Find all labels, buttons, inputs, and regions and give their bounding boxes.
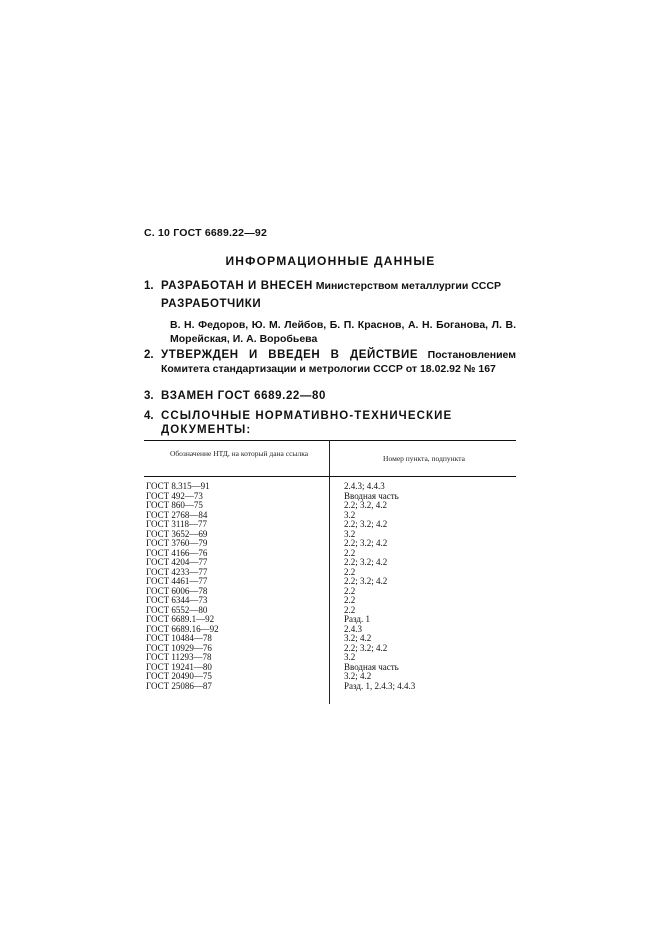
row-clause: 2.2	[344, 595, 356, 605]
developers-list: В. Н. Федоров, Ю. М. Лейбов, Б. П. Краснов, А. Н. Боганова, Л. В. Морейская, И. А. Воробьева	[170, 319, 516, 345]
row-doc: ГОСТ 11293—78	[146, 652, 212, 662]
row-clause: 2.2	[344, 585, 356, 596]
row-doc: ГОСТ 19241—80	[146, 661, 212, 672]
table-row	[146, 682, 516, 692]
table-header-rule	[144, 476, 516, 477]
row-doc: ГОСТ 4461—77	[146, 576, 208, 586]
row-doc: ГОСТ 4204—77	[146, 557, 208, 567]
row-clause: Разд. 1, 2.4.3; 4.4.3	[344, 680, 416, 691]
row-clause: 2.2; 3.2; 4.2	[344, 642, 388, 653]
section-4	[144, 409, 516, 437]
row-doc: ГОСТ 20490—75	[146, 671, 212, 681]
section-2	[144, 348, 516, 376]
row-doc: ГОСТ 3652—69	[146, 528, 208, 539]
row-doc: ГОСТ 25086—87	[146, 680, 212, 691]
table-header-designation: Обозначение НТД, на который дана ссылка	[169, 449, 309, 458]
row-clause: 2.2	[344, 566, 356, 577]
section-3-number: 3.	[144, 390, 154, 402]
table-header-clause: Номер пункта, подпункта	[383, 454, 465, 463]
row-clause: 2.2; 3.2; 4.2	[344, 538, 388, 548]
table-body	[146, 482, 516, 691]
row-clause: 2.2; 3.2, 4.2	[344, 500, 388, 510]
row-clause: 2.2; 3.2; 4.2	[344, 557, 388, 567]
page-header: С. 10 ГОСТ 6689.22—92	[144, 227, 267, 239]
row-doc: ГОСТ 2768—84	[146, 509, 208, 520]
table-top-rule	[144, 440, 516, 441]
row-doc: ГОСТ 3118—77	[146, 519, 208, 529]
row-doc: ГОСТ 10929—76	[146, 642, 212, 653]
row-clause: Разд. 1	[344, 614, 370, 624]
section-4-text: ССЫЛОЧНЫЕ НОРМАТИВНО-ТЕХНИЧЕСКИЕ ДОКУМЕНТЫ:	[161, 410, 453, 436]
row-doc: ГОСТ 6689.1—92	[146, 614, 215, 624]
row-clause: 3.2; 4.2	[344, 633, 372, 643]
section-2-number: 2.	[144, 349, 154, 361]
row-clause: 2.2	[344, 547, 356, 558]
row-clause: Вводная часть	[344, 661, 399, 672]
row-doc: ГОСТ 4166—76	[146, 547, 208, 558]
document-title: ИНФОРМАЦИОННЫЕ ДАННЫЕ	[225, 254, 436, 268]
section-1-text: Министерством металлургии СССР	[315, 280, 501, 292]
row-doc: ГОСТ 4233—77	[146, 566, 208, 577]
row-doc: ГОСТ 3760—79	[146, 538, 208, 548]
section-3	[144, 389, 516, 403]
row-doc: ГОСТ 6552—80	[146, 604, 208, 615]
section-3-text: ВЗАМЕН ГОСТ 6689.22—80	[161, 390, 327, 402]
section-2-caps: УТВЕРЖДЕН И ВВЕДЕН В ДЕЙСТВИЕ	[161, 349, 419, 361]
row-clause: 2.2; 3.2; 4.2	[344, 576, 388, 586]
row-clause: 2.2	[344, 604, 356, 615]
row-doc: ГОСТ 6689.16—92	[146, 623, 219, 634]
section-1-caps: РАЗРАБОТАН И ВНЕСЕН	[161, 280, 313, 292]
row-doc: ГОСТ 6006—78	[146, 585, 208, 596]
section-1	[144, 279, 516, 293]
row-clause: 2.4.3; 4.4.3	[344, 481, 385, 491]
row-doc: ГОСТ 6344—73	[146, 595, 208, 605]
row-clause: 3.2; 4.2	[344, 671, 372, 681]
section-2-text: Постановлением Комитета стандартизации и метрологии СССР от 18.02.92 № 167	[161, 349, 516, 375]
row-doc: ГОСТ 8.315—91	[146, 481, 210, 491]
row-doc: ГОСТ 860—75	[146, 500, 203, 510]
row-clause: 3.2	[344, 652, 356, 662]
section-4-number: 4.	[144, 410, 154, 422]
row-clause: 3.2	[344, 528, 356, 539]
row-clause: Вводная часть	[344, 490, 399, 501]
row-clause: 3.2	[344, 509, 356, 520]
section-1-number: 1.	[144, 280, 154, 292]
row-doc: ГОСТ 10484—78	[146, 633, 212, 643]
row-doc: ГОСТ 492—73	[146, 490, 203, 501]
row-clause: 2.2; 3.2; 4.2	[344, 519, 388, 529]
developers-heading: РАЗРАБОТЧИКИ	[161, 298, 262, 310]
row-clause: 2.4.3	[344, 623, 362, 634]
